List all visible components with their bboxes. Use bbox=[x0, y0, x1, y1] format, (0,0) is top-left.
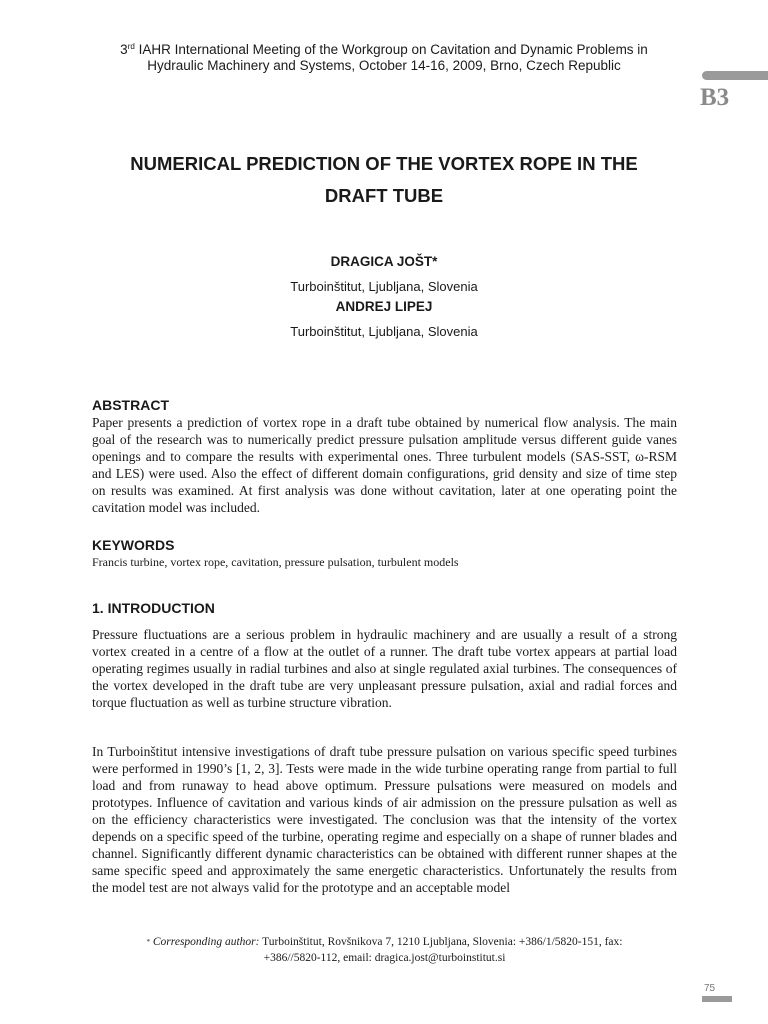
paper-title-line-2: DRAFT TUBE bbox=[324, 185, 444, 206]
conference-name: IAHR International Meeting of the Workgroup on Cavitation and Dynamic Problems in bbox=[134, 42, 648, 57]
paper-title-line-1: NUMERICAL PREDICTION OF THE VORTEX ROPE IN THE bbox=[130, 153, 638, 174]
introduction-paragraph: Pressure fluctuations are a serious problem in hydraulic machinery and are usually a result of a strong vortex created in a centre of a flow at the outlet of a runner. The draft tube vortex appears at partial load operating regimes usually in radial turbines and also at single regulated axial turbines. The consequences of the vortex developed in the draft tube are very unpleasant pressure pulsation, axial and radial forces and torque fluctuation as well as turbine structure vibration. bbox=[92, 627, 677, 710]
keywords-text: Francis turbine, vortex rope, cavitation, pressure pulsation, turbulent models bbox=[92, 555, 459, 569]
author-affiliation: Turboinštitut, Ljubljana, Slovenia bbox=[290, 279, 478, 294]
footnote-line-2: +386//5820-112, email: dragica.jost@turboinstitut.si bbox=[263, 952, 506, 964]
author-block bbox=[184, 253, 584, 343]
abstract-text: Paper presents a prediction of vortex rope in a draft tube obtained by numerical flow analysis. The main goal of the research was to numerically predict pressure pulsation amplitude versus different guide vanes openings and to compare the results with experimental ones. Three turbulent models (SAS-SST, ω-RSM and LES) were used. Also the effect of different domain configurations, grid density and size of time step on results was examined. At first analysis was done without cavitation, later at one operating point the cavitation model was included. bbox=[92, 415, 677, 515]
conference-header-line-2: Hydraulic Machinery and Systems, October 14-16, 2009, Brno, Czech Republic bbox=[147, 58, 621, 73]
conference-header-line-1 bbox=[60, 42, 708, 58]
footnote-address: Turboinštitut, Rovšnikova 7, 1210 Ljubljana, Slovenia: +386/1/5820-151, fax: bbox=[259, 936, 623, 948]
keywords-heading: KEYWORDS bbox=[92, 537, 175, 553]
author-name: ANDREJ LIPEJ bbox=[335, 299, 433, 314]
edition-suffix: rd bbox=[127, 42, 135, 51]
author-name: DRAGICA JOŠT* bbox=[330, 254, 438, 269]
footnote-line-1 bbox=[92, 934, 677, 950]
footnote-label: Corresponding author: bbox=[152, 936, 260, 948]
paper-title bbox=[80, 148, 688, 212]
footnote-marker: * bbox=[146, 938, 151, 946]
page-number-bar bbox=[702, 996, 732, 1002]
author-affiliation: Turboinštitut, Ljubljana, Slovenia bbox=[290, 324, 478, 339]
edition-number: 3 bbox=[120, 42, 128, 57]
conference-header bbox=[60, 42, 708, 74]
page-number: 75 bbox=[704, 983, 716, 994]
section-code: B3 bbox=[700, 84, 730, 111]
introduction-heading: 1. INTRODUCTION bbox=[92, 600, 215, 616]
corresponding-author-footnote bbox=[92, 934, 677, 966]
section-tab-bar bbox=[702, 71, 768, 80]
introduction-paragraph: In Turboinštitut intensive investigations of draft tube pressure pulsation on various specific speed turbines were performed in 1990’s [1, 2, 3]. Tests were made in the wide turbine operating range from partial to full load and from runaway to head above optimum. Pressure pulsations were measured on models and prototypes. Influence of cavitation and various kinds of air admission on the pressure pulsation as well as on the efficiency characteristics were investigated. The conclusion was that the intensity of the vortex depends on a specific speed of the turbine, operating regime and especially on a shape of runner blades and channel. Significantly different dynamic characteristics can be obtained with different runner shapes at the same specific speed and approximately the same energetic characteristics. Unfortunately the results from the model test are not always valid for the prototype and an acceptable model bbox=[92, 744, 677, 895]
abstract-heading: ABSTRACT bbox=[92, 397, 169, 413]
